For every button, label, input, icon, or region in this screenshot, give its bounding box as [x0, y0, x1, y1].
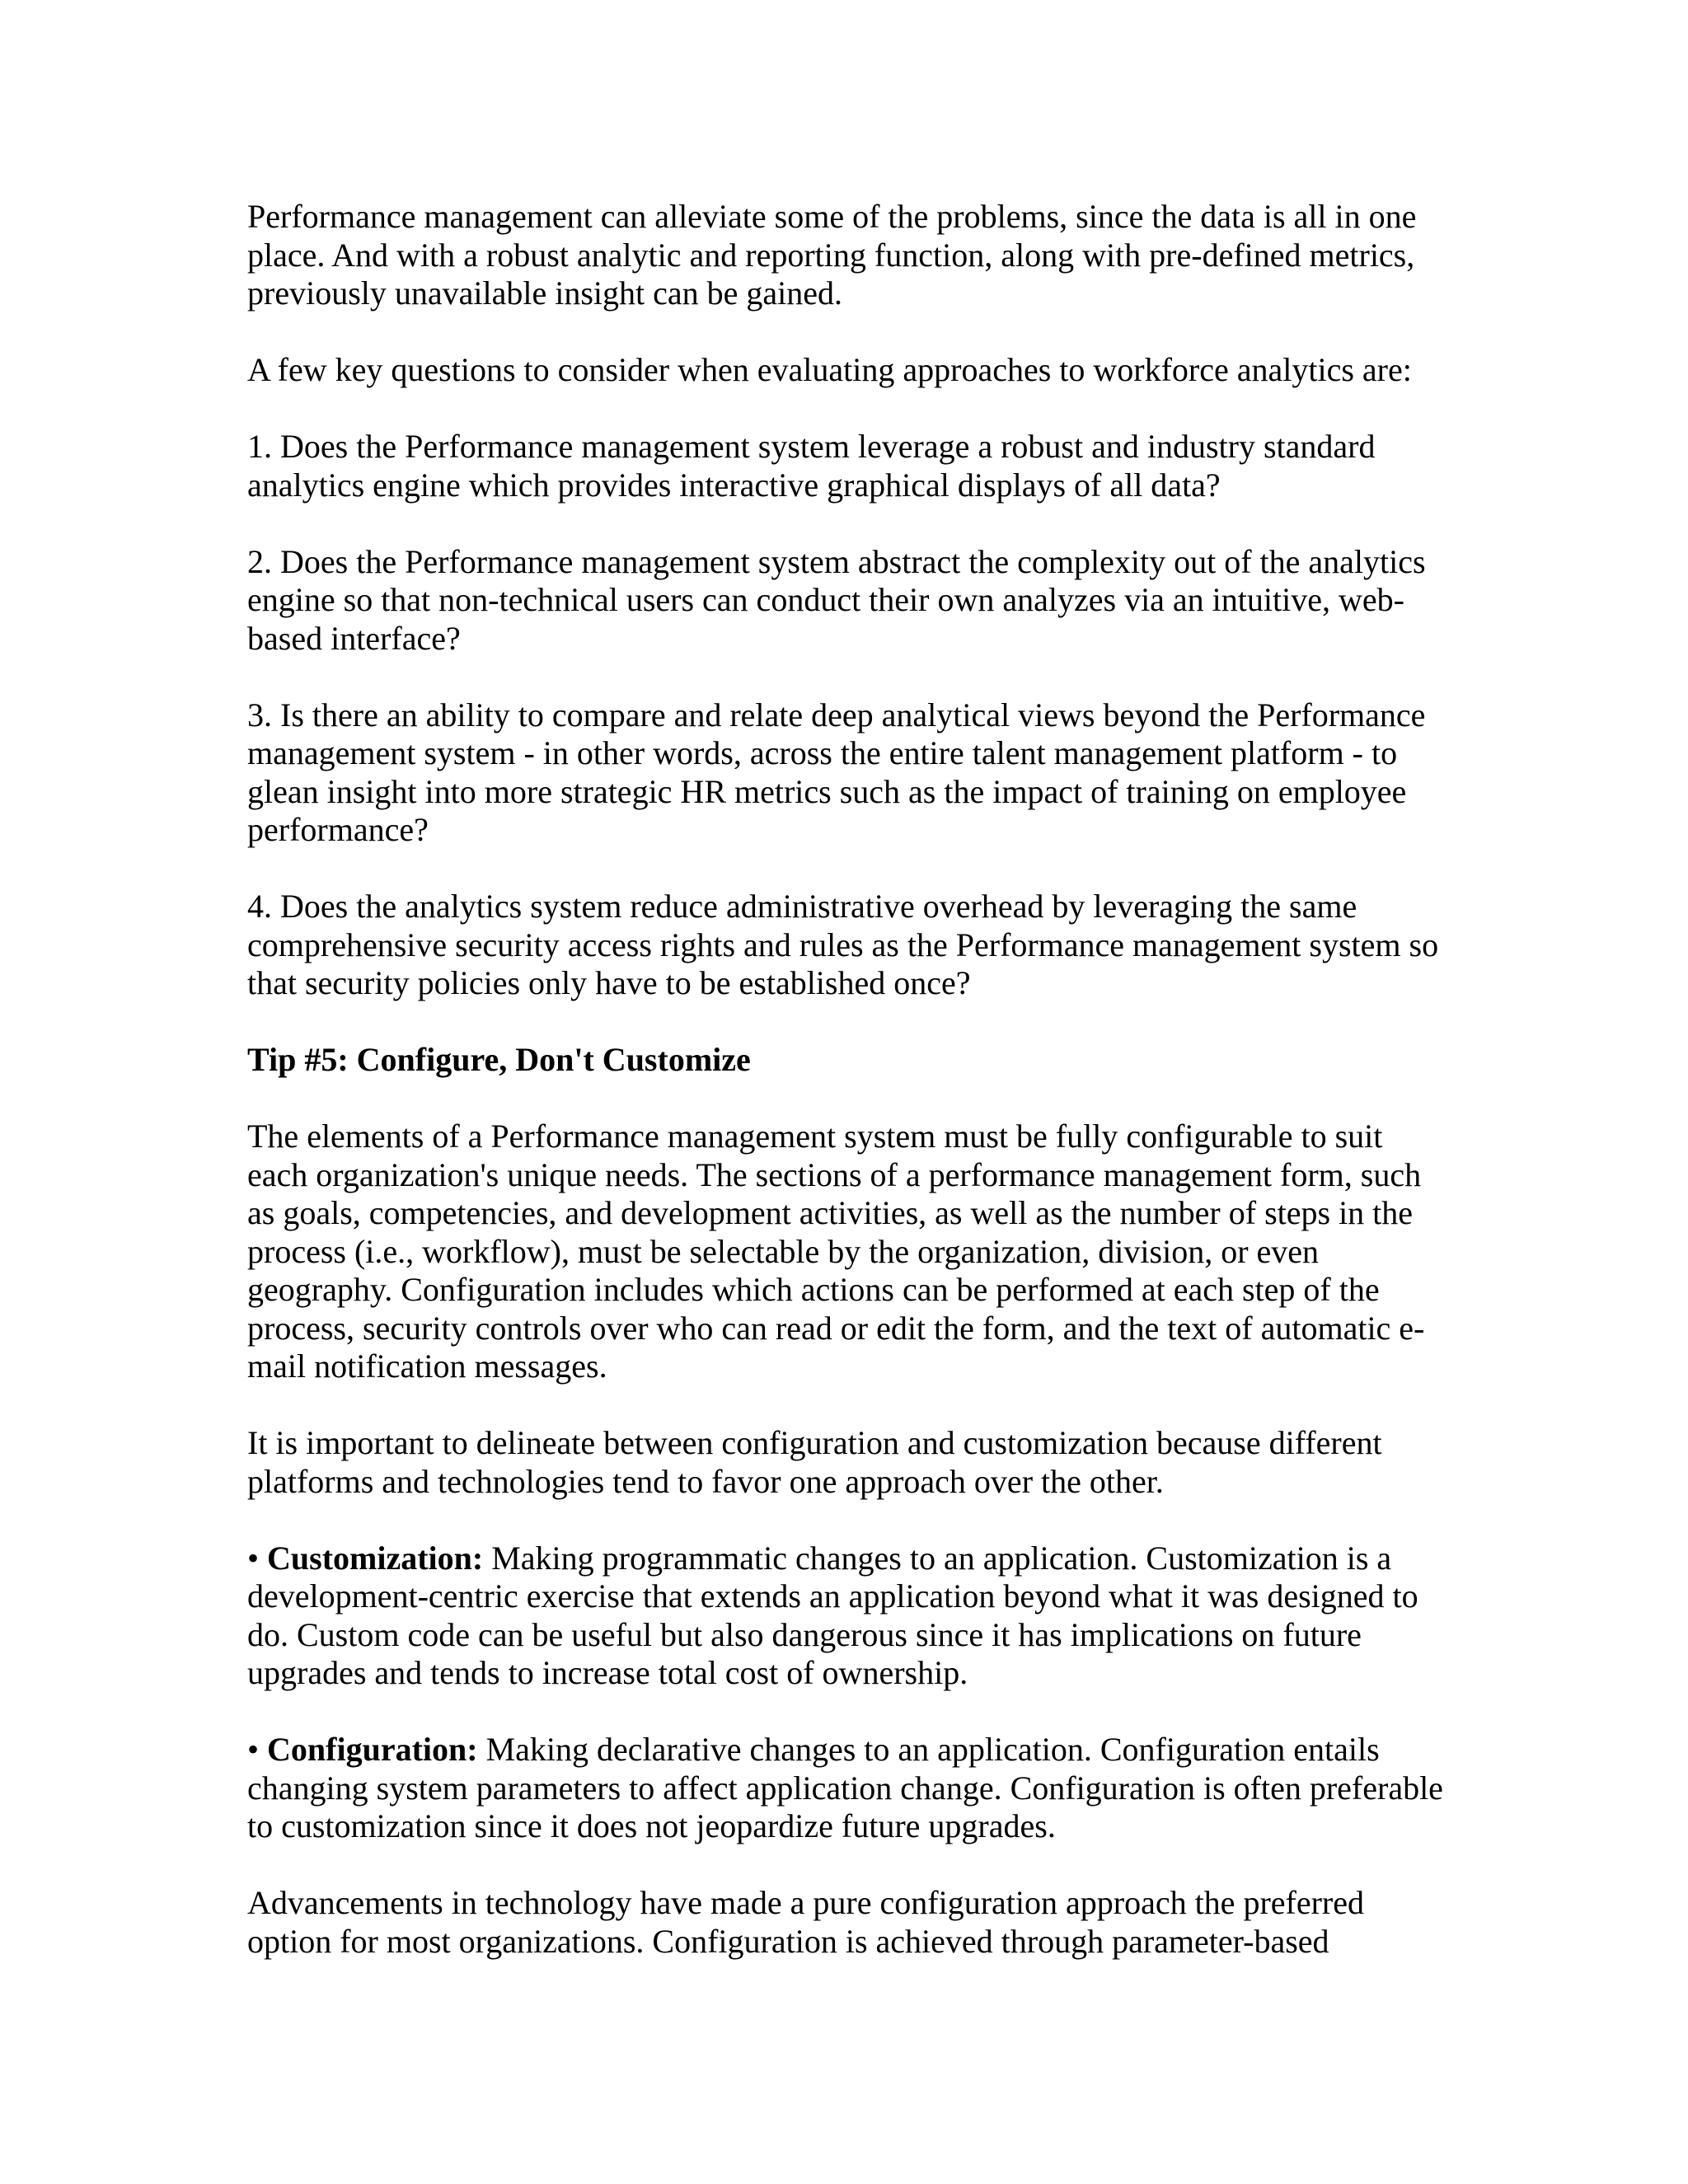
bullet-term: Customization: — [267, 1539, 484, 1577]
bullet-marker: • — [247, 1731, 268, 1768]
bullet-marker: • — [247, 1539, 268, 1577]
configuration-paragraph: The elements of a Performance management system must be fully configurable to suit each organization's unique needs. The sections of a performance management form, such as goals, competencies, and development activities, as well as the number of steps in the process (i.e., workflow), must be selectable by the organization, division, or even geography. Configuration includes which actions can be performed at each step of the process, security controls over who can read or edit the form, and the text of automatic e-mail notification messages. — [247, 1118, 1425, 1385]
questions-lead-in: A few key questions to consider when evaluating approaches to workforce analytics are: — [247, 351, 1412, 388]
question-1: 1. Does the Performance management system leverage a robust and industry standard analytics engine which provides interactive graphical displays of all data? — [247, 428, 1376, 504]
document-page — [247, 198, 1451, 1961]
intro-paragraph: Performance management can alleviate some of the problems, since the data is all in one place. And with a robust analytic and reporting function, along with pre-defined metrics, previously unavailable insight can be gained. — [247, 198, 1417, 312]
closing-paragraph: Advancements in technology have made a pure configuration approach the preferred option for most organizations. Configuration is achieved through parameter-based — [247, 1884, 1364, 1960]
bullet-configuration — [247, 1731, 1451, 1846]
bullet-text: Making programmatic changes to an application. Customization is a development-centric exercise that extends an application beyond what it was designed to do. Custom code can be useful but also dangerous since it has implications on future upgrades and tends to increase total cost of ownership. — [247, 1539, 1418, 1691]
bullet-text: Making declarative changes to an application. Configuration entails changing system parameters to affect application change. Configuration is often preferable to customization since it does not jeopardize future upgrades. — [247, 1731, 1443, 1844]
question-2: 2. Does the Performance management system abstract the complexity out of the analytics engine so that non-technical users can conduct their own analyzes via an intuitive, web-based interface? — [247, 542, 1426, 657]
bullet-term: Configuration: — [267, 1731, 478, 1768]
bullet-customization — [247, 1540, 1451, 1693]
delineation-paragraph: It is important to delineate between configuration and customization because different platforms and technologies tend to favor one approach over the other. — [247, 1424, 1382, 1500]
tip-heading: Tip #5: Configure, Don't Customize — [247, 1041, 751, 1078]
question-3: 3. Is there an ability to compare and relate deep analytical views beyond the Performance management system - in other words, across the entire talent management platform - to glean insight into more strategic HR metrics such as the impact of training on employee performance? — [247, 696, 1426, 848]
question-4: 4. Does the analytics system reduce administrative overhead by leveraging the same comprehensive security access rights and rules as the Performance management system so that security policies only have to be established once? — [247, 888, 1439, 1001]
